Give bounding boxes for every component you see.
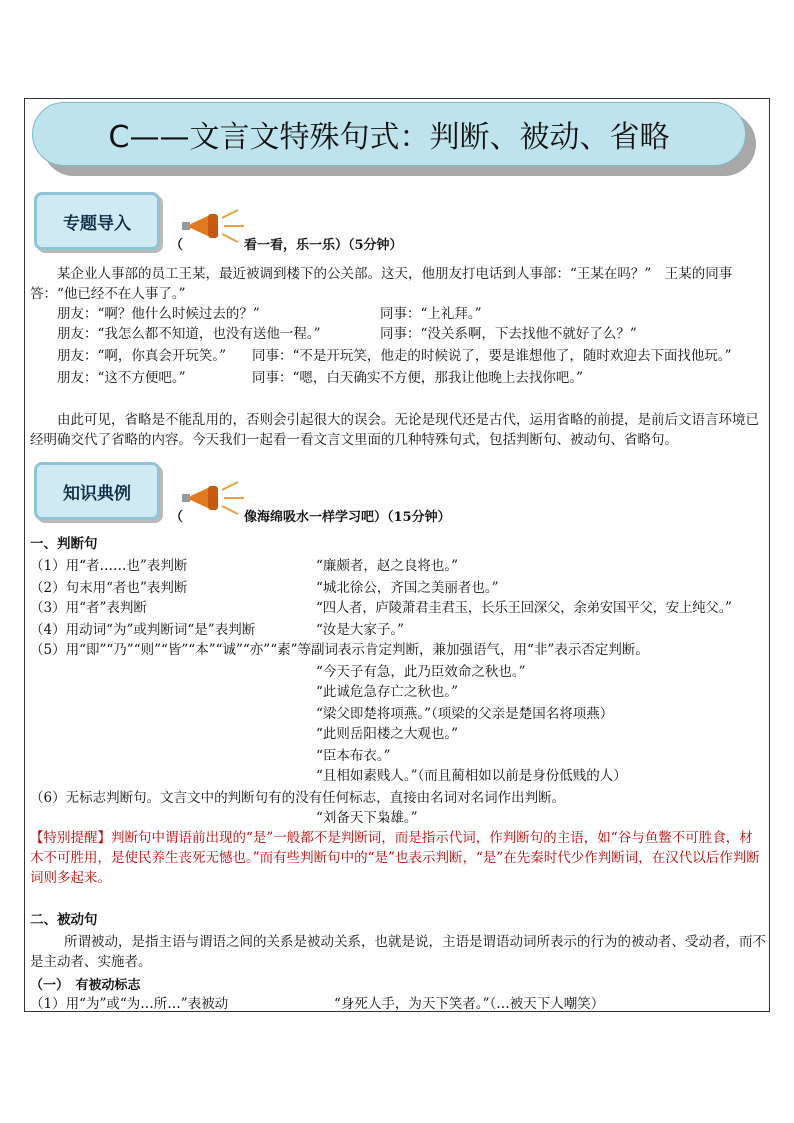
example-1: “廉颇者，赵之良将也。” (316, 558, 459, 574)
section1-subtitle-open: （ (170, 238, 184, 253)
example-5-4: “此则岳阳楼之大观也。” (316, 726, 459, 742)
dialog-right-3: 同事：“不是开玩笑，他走的时候说了，要是谁想他了，随时欢迎去下面找他玩。” (252, 348, 732, 364)
megaphone-icon (178, 206, 248, 246)
example-5-2: “此诚危急存亡之秋也。” (316, 684, 459, 700)
section2-subtitle: 像海绵吸水一样学习吧）（15分钟） (244, 510, 451, 525)
dialog-right-1: 同事：“上礼拜。” (380, 306, 482, 322)
heading-judgment: 一、判断句 (30, 536, 98, 552)
dialog-left-3: 朋友：“啊，你真会开玩笑。” (57, 348, 227, 364)
intro-paragraph-1: 某企业人事部的员工王某，最近被调到楼下的公关部。这天，他朋友打电话到人事部：“王某在吗？” 王某的同事答：“他已经不在人事了。” (30, 266, 733, 302)
passive-subheading: （一） 有被动标志 (30, 978, 141, 993)
dialog-right-2: 同事：“没关系啊，下去找他不就好了么？” (380, 326, 637, 342)
dialog-right-4: 同事：“嗯，白天确实不方便，那我让他晚上去找你吧。” (252, 370, 584, 386)
page-title: C——文言文特殊句式：判断、被动、省略 (32, 102, 746, 166)
example-5-1: “今天子有急，此乃臣效命之秋也。” (316, 664, 526, 680)
passive-definition: 所谓被动，是指主语与谓语之间的关系是被动关系，也就是说，主语是谓语动词所表示的行为的被动者、受动者，而不是主动者、实施者。 (30, 934, 766, 970)
rule-2: （2）句末用“者也”表判断 (30, 580, 188, 596)
section2-subtitle-open: （ (170, 510, 184, 525)
example-2: “城北徐公，齐国之美丽者也。” (316, 580, 499, 596)
megaphone-icon (178, 478, 248, 518)
rule-5: （5）用“即”“乃”“则”“皆”“本”“诚”“亦”“素”等副词表示肯定判断，兼加强语气，用“非”表示否定判断。 (30, 642, 649, 658)
rule-1: （1）用“者……也”表判断 (30, 558, 188, 574)
rule-4: （4）用动词“为”或判断词“是”表判断 (30, 622, 256, 638)
example-5-3: “梁父即楚将项燕。”（项梁的父亲是楚国名将项燕） (316, 706, 614, 722)
section-tag-knowledge: 知识典例 (34, 462, 160, 520)
example-4: “汝是大家子。” (316, 622, 405, 638)
section-tag-intro: 专题导入 (34, 192, 160, 250)
special-reminder: 【特别提醒】判断句中谓语前出现的“是”一般都不是判断词，而是指示代词，作判断句的主语，如“谷与鱼鳖不可胜食，材木不可胜用，是使民养生丧死无憾也。”而有些判断句中的“是”也表示判断，“是”在先秦时代少作判断词，在汉代以后作判断词则多起来。 (30, 830, 760, 886)
rule-3: （3）用“者”表判断 (30, 600, 147, 616)
dialog-left-1: 朋友：“啊？他什么时候过去的？” (57, 306, 260, 322)
example-3: “四人者，庐陵萧君圭君玉，长乐王回深父，余弟安国平父，安上纯父。” (316, 600, 732, 616)
dialog-left-4: 朋友：“这不方便吧。” (57, 370, 186, 386)
heading-passive: 二、被动句 (30, 912, 98, 928)
dialog-left-2: 朋友：“我怎么都不知道，也没有送他一程。” (57, 326, 321, 342)
intro-paragraph-2: 由此可见，省略是不能乱用的，否则会引起很大的误会。无论是现代还是古代，运用省略的前提，是前后文语言环境已经明确交代了省略的内容。今天我们一起看一看文言文里面的几种特殊句式，包括判断句、被动句、省略句。 (30, 412, 759, 448)
example-6: “刘备天下枭雄。” (316, 810, 418, 826)
passive-example-1: “身死人手，为天下笑者。”（…被天下人嘲笑） (334, 996, 605, 1012)
example-5-6: “且相如素贱人。”（而且蔺相如以前是身份低贱的人） (316, 768, 627, 784)
passive-rule-1: （1）用“为”或“为…所…”表被动 (30, 996, 229, 1012)
section1-subtitle: 看一看，乐一乐）（5分钟） (244, 238, 403, 253)
example-5-5: “臣本布衣。” (316, 748, 391, 764)
rule-6: （6）无标志判断句。文言文中的判断句有的没有任何标志，直接由名词对名词作出判断。 (30, 790, 566, 806)
